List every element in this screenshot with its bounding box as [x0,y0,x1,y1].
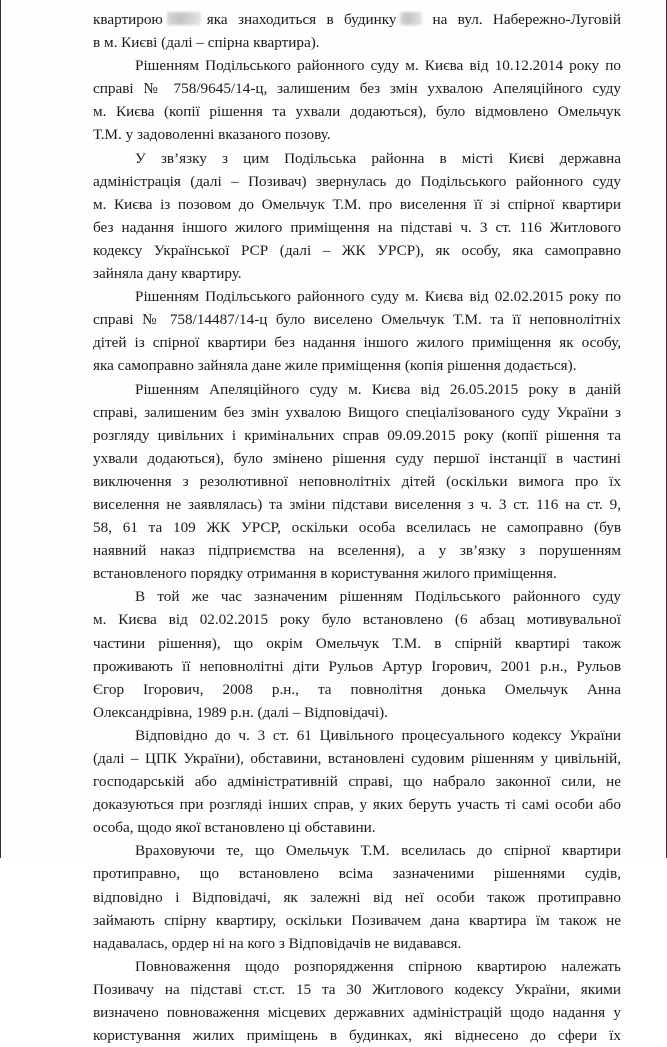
text-line [93,77,621,100]
text-line [93,123,621,146]
paragraph [93,724,621,839]
text-segment: Олександрівна, 1989 р.н. (далі – Відповідачі). [93,703,388,721]
text-line [93,608,621,631]
text-line [93,424,621,447]
text-segment: У зв’язку з цим Подільська районна в місті Києві державна [135,149,621,167]
text-segment: доказуються при розгляді інших справ, у яких беруть участь ті самі особи або [93,796,621,814]
text-segment: проживають її неповнолітні діти Рульов Артур Ігорович, 2001 р.н., Рульов [93,657,621,675]
text-line [93,862,621,885]
text-segment: яка самоправно зайняла дане жиле приміщення (копія рішення додається). [93,357,577,375]
text-line [93,909,621,932]
text-line [93,285,621,308]
text-segment: адміністрація (далі – Позивач) звернулась до Подільського районного суду [93,172,621,190]
text-line [93,816,621,839]
text-segment: без надання іншого жилого приміщення на підставі ч. 3 ст. 116 Житлового [93,218,621,236]
text-segment: 58, 61 та 109 ЖК УРСР, оскільки особа вселилась не самоправно (був [93,519,621,537]
text-line [93,331,621,354]
text-line [93,193,621,216]
text-segment: користування жилих приміщень в будинках, які віднесено до сфери їх [93,1027,621,1045]
text-segment: В той же час зазначеним рішенням Подільського районного суду [135,588,621,606]
text-segment: Т.М. у задоволенні вказаного позову. [93,126,331,144]
text-segment: частини рішення), що окрім Омельчук Т.М. в спірній квартирі також [93,634,621,652]
text-line [93,493,621,516]
text-line [93,747,621,770]
text-segment: займають спірну квартиру, оскільки Позивачем дана квартира їм також не [93,911,621,929]
text-line [93,170,621,193]
text-line [93,955,621,978]
text-line [93,932,621,955]
text-line [93,770,621,793]
text-line [93,54,621,77]
paragraph [93,585,621,724]
text-line [93,447,621,470]
redacted-text [167,12,201,25]
text-line [93,216,621,239]
text-segment: Повноваження щодо розпорядження спірною квартирою належать [135,957,621,975]
text-segment: встановленого порядку отримання в користування жилого приміщення. [93,565,557,583]
paragraph [93,839,621,954]
text-segment: на вул. Набережно-Луговій [432,11,621,28]
text-segment: в м. Києві (далі – спірна квартира). [93,34,320,52]
text-segment: виключення з резолютивної неповнолітніх дітей (оскільки вимога про їх [93,472,621,490]
text-segment: особа, щодо якої встановлено ці обставини. [93,819,376,837]
text-segment: справі № 758/9645/14-ц, залишеним без змін ухвалою Апеляційного суду [93,80,621,98]
redacted-text [400,12,422,25]
text-line [93,724,621,747]
document-body [93,8,621,1047]
text-line [93,678,621,701]
text-segment: Позивачу на підставі ст.ст. 15 та 30 Житлового кодексу України, якими [93,980,621,998]
text-line [93,147,621,170]
paragraph [93,54,621,146]
text-line [93,793,621,816]
text-segment: справі, залишеним без змін ухвалою Вищого спеціалізованого суду України з [93,403,621,421]
paragraph [93,147,621,286]
text-segment: квартирою [93,11,163,28]
text-line [93,401,621,424]
text-segment: надавалась, ордер ні на кого з Відповідачів не видавався. [93,934,462,952]
text-line [93,308,621,331]
text-line [93,539,621,562]
text-line [93,239,621,262]
text-line [93,1024,621,1047]
text-segment: ухвали додаються), було змінено рішення суду першої інстанції в частині [93,449,621,467]
text-line [93,562,621,585]
text-segment: м. Києва із позовом до Омельчук Т.М. про виселення її зі спірної квартири [93,195,621,213]
text-segment: (далі – ЦПК України), обставини, встановлені судовим рішенням у цивільній, [93,750,621,767]
text-segment: м. Києва від 02.02.2015 року було встановлено (6 абзац мотивувальної [93,611,621,629]
paragraph [93,955,621,1047]
text-line [93,978,621,1001]
paragraph [93,8,621,54]
text-line [93,8,621,31]
text-segment: кодексу Української РСР (далі – ЖК УРСР), як особу, яка самоправно [93,241,621,259]
text-line [93,100,621,123]
text-line [93,701,621,724]
text-segment: протиправно, що встановлено всіма зазначеними рішеннями судів, [93,865,621,883]
text-segment: наявний наказ підприємства на вселення), а у зв’язку з порушенням [93,542,621,560]
text-line [93,378,621,401]
text-line [93,262,621,285]
text-line [93,839,621,862]
text-segment: Єгор Ігорович, 2008 р.н., та повнолітня донька Омельчук Анна [93,680,621,698]
text-segment: Враховуючи те, що Омельчук Т.М. вселилась до спірної квартири [135,842,621,860]
text-line [93,655,621,678]
text-line [93,1001,621,1024]
text-segment: Рішенням Апеляційного суду м. Києва від 26.05.2015 року в даній [135,380,621,398]
text-line [93,31,621,54]
text-segment: дітей із спірної квартири без надання іншого жилого приміщення як особу, [93,334,621,352]
text-segment: розгляду цивільних і кримінальних справ 09.09.2015 року (копії рішення та [93,426,621,444]
text-segment: визначено повноваження місцевих державних адміністрацій щодо надання у [93,1004,621,1022]
text-segment: відповідно і Відповідачі, як залежні від неї особи також протиправно [93,888,621,906]
text-segment: господарській або адміністративній справі, що набрало законної сили, не [93,773,621,791]
text-line [93,470,621,493]
paragraph [93,285,621,377]
text-segment: справі № 758/14487/14-ц було виселено Омельчук Т.М. та її неповнолітніх [93,311,621,329]
text-line [93,886,621,909]
paragraph [93,378,621,586]
text-segment: Рішенням Подільського районного суду м. Києва від 10.12.2014 року по [135,57,621,75]
text-segment: Рішенням Подільського районного суду м. Києва від 02.02.2015 року по [135,288,621,306]
text-segment: Відповідно до ч. 3 ст. 61 Цивільного процесуального кодексу України [135,726,621,744]
text-segment: виселення не заявлялась) та зміни підстави виселення з ч. 3 ст. 116 на ст. 9, [93,495,621,513]
text-segment: яка знаходиться в будинку [206,11,397,28]
text-segment: зайняла дану квартиру. [93,265,242,283]
text-line [93,585,621,608]
text-line [93,632,621,655]
text-segment: м. Києва (копії рішення та ухвали додаються), було відмовлено Омельчук [93,103,621,121]
text-line [93,354,621,377]
text-line [93,516,621,539]
